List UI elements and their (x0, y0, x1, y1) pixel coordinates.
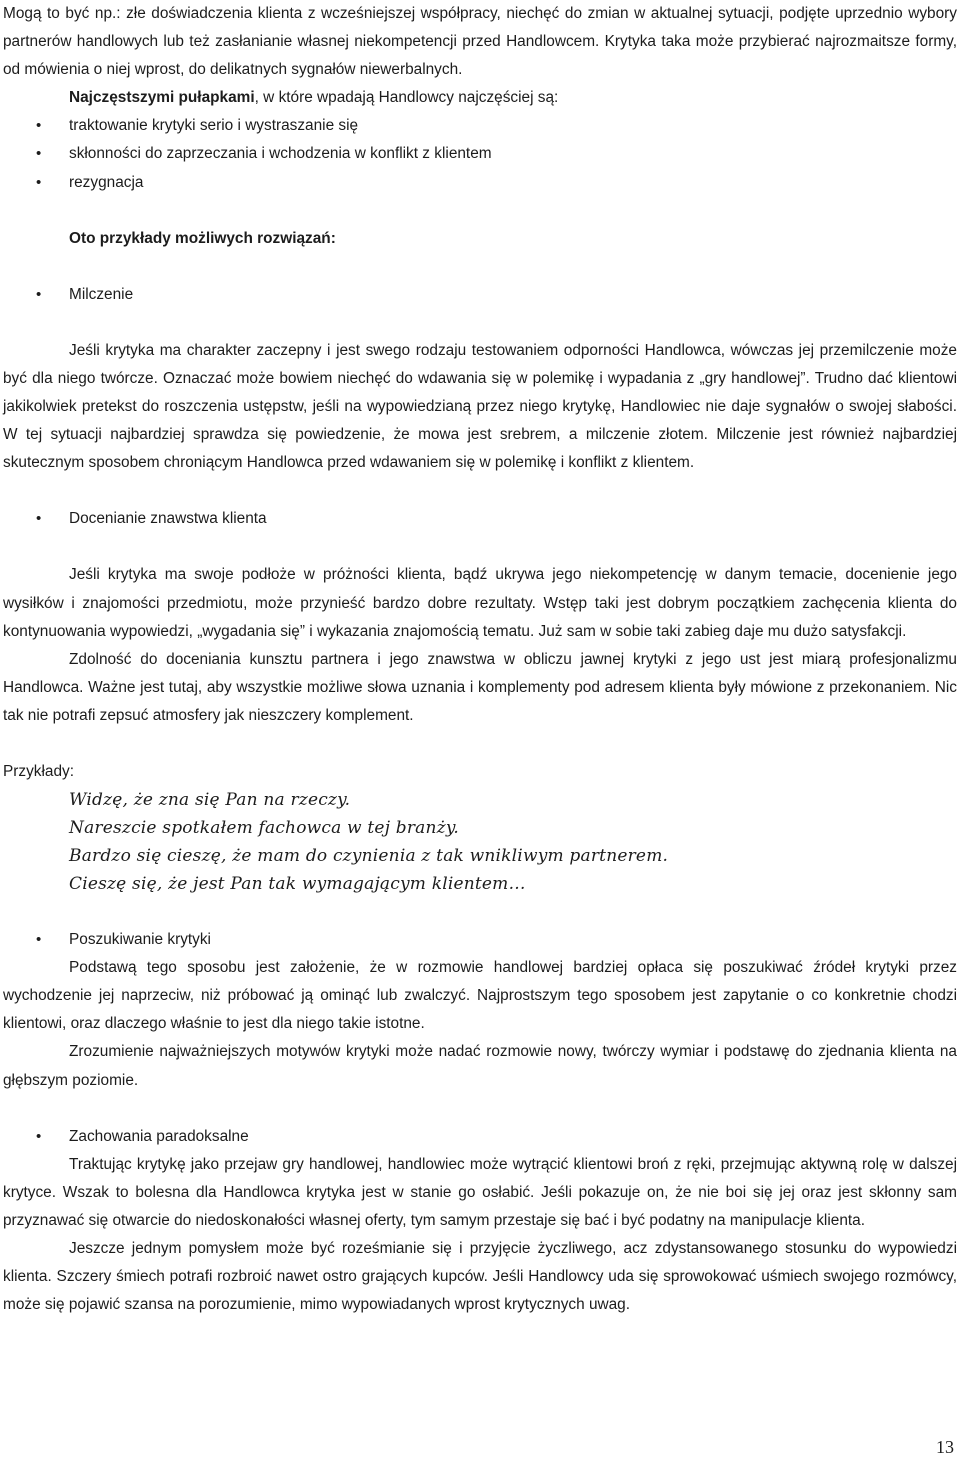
docenianie-paragraph-2: Zdolność do doceniania kunsztu partnera i jego znawstwa w obliczu jawnej krytyki z jego ust jest miarą profesjonalizmu Handlowca. Ważne jest tutaj, aby wszystkie możliwe słowa uznania i komplementy pod adresem klienta były mówione z przekonaniem. Nic tak nie potrafi zepsuć atmosfery jak nieszczery komplement. (3, 650, 957, 724)
section-poszukiwanie-title-list (3, 926, 957, 954)
examples-label: Przykłady: (3, 762, 74, 780)
pitfalls-lead-bold: Najczęstszymi pułapkami (69, 89, 255, 107)
section-paradoksalne-title-list (3, 1123, 957, 1151)
section-title-milczenie: • Milczenie (3, 281, 957, 309)
example-quote: Bardzo się cieszę, że mam do czynienia z tak wnikliwym partnerem. (69, 846, 669, 867)
list-item: • traktowanie krytyki serio i wystraszanie się (3, 112, 957, 140)
list-item: • rezygnacja (3, 169, 957, 197)
pitfalls-lead (3, 84, 957, 112)
section-milczenie-title-list (3, 281, 957, 309)
example-quote: Nareszcie spotkałem fachowca w tej branży. (69, 818, 459, 839)
document-page (3, 0, 957, 1319)
section-title-docenianie: • Docenianie znawstwa klienta (3, 505, 957, 533)
poszukiwanie-paragraph-1: Podstawą tego sposobu jest założenie, że w rozmowie handlowej bardziej opłaca się poszukiwać źródeł krytyki przez wychodzenie jej naprzeciw, niż próbować ją ominąć lub zwalczyć. Najprostszym tego sposobem jest zapytanie o co konkretnie chodzi klientowi, oraz dlaczego właśnie to jest dla niego takie istotne. (3, 959, 957, 1033)
paradoksalne-paragraph-1: Traktując krytykę jako przejaw gry handlowej, handlowiec może wytrącić klientowi broń z ręki, przejmując aktywną rolę w dalszej krytyce. Wszak to bolesna dla Handlowca krytyka jest w stanie go osłabić. Jeśli pokazuje on, że nie boi się jej oraz jest skłonny sam przyznawać się otwarcie do niedoskonałości własnej oferty, tym samym przestaje się bać i być podatny na manipulacje klienta. (3, 1155, 957, 1229)
page-number: 13 (936, 1437, 954, 1457)
list-item: • skłonności do zaprzeczania i wchodzenia w konflikt z klientem (3, 140, 957, 168)
docenianie-paragraph-1: Jeśli krytyka ma swoje podłoże w próżności klienta, bądź ukrywa jego niekompetencję w danym temacie, docenienie jego wysiłków i znajomości przedmiotu, może przynieść bardzo dobre rezultaty. Wstęp taki jest dobrym początkiem zachęcenia klienta do kontynuowania wypowiedzi, „wygadania się” i wykazania znajomością tematu. Już sam w sobie taki zabieg daje mu dużo satysfakcji. (3, 566, 957, 640)
paradoksalne-paragraph-2: Jeszcze jednym pomysłem może być roześmianie się i przyjęcie życzliwego, acz zdystansowanego stosunku do wypowiedzi klienta. Szczery śmiech potrafi rozbroić nawet ostro grających kupców. Jeśli Handlowcy uda się sprowokować uśmiech swojego rozmówcy, może się pojawić szansa na porozumienie, mimo wypowiadanych wprost krytycznych uwag. (3, 1240, 957, 1314)
section-docenianie-title-list (3, 505, 957, 533)
example-quote: Cieszę się, że jest Pan tak wymagającym klientem… (69, 874, 526, 895)
intro-paragraph: Mogą to być np.: złe doświadczenia klienta z wcześniejszej współpracy, niechęć do zmian w aktualnej sytuacji, podjęte uprzednio wybory partnerów handlowych lub też zasłanianie własnej niekompetencji przed Handlowcem. Krytyka taka może przybierać najrozmaitsze formy, od mówienia o niej wprost, do delikatnych sygnałów niewerbalnych. (3, 5, 957, 79)
solutions-heading: Oto przykłady możliwych rozwiązań: (69, 229, 336, 247)
milczenie-paragraph: Jeśli krytyka ma charakter zaczepny i jest swego rodzaju testowaniem odporności Handlowca, wówczas jej przemilczenie może być dla niego twórcze. Oznaczać może bowiem niechęć do wdawania się w polemikę i wypadania z „gry handlowej”. Trudno dać klientowi jakikolwiek pretekst do roszczenia ustępstw, jeśli na wypowiedzianą przez niego krytykę, Handlowiec nie daje sygnałów o swojej słabości. W tej sytuacji najbardziej sprawdza się powiedzenie, że mowa jest srebrem, a milczenie złotem. Milczenie jest również najbardziej skutecznym sposobem chroniącym Handlowca przed wdawaniem się w polemikę i konflikt z klientem. (3, 341, 957, 472)
example-quote: Widzę, że zna się Pan na rzeczy. (69, 790, 351, 811)
section-title-poszukiwanie: • Poszukiwanie krytyki (3, 926, 957, 954)
poszukiwanie-paragraph-2: Zrozumienie najważniejszych motywów krytyki może nadać rozmowie nowy, twórczy wymiar i podstawę do zjednania klienta na głębszym poziomie. (3, 1043, 957, 1089)
pitfalls-lead-rest: , w które wpadają Handlowcy najczęściej są: (254, 89, 559, 107)
section-title-paradoksalne: • Zachowania paradoksalne (3, 1123, 957, 1151)
pitfalls-list (3, 112, 957, 196)
